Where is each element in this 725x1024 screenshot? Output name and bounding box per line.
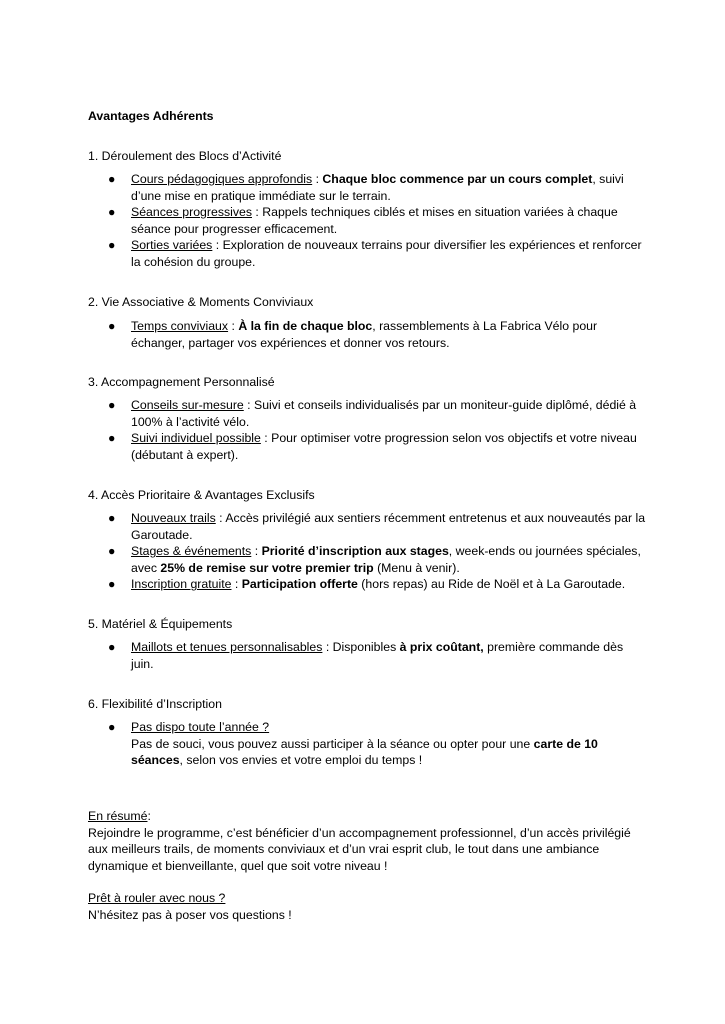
- summary-text: Rejoindre le programme, c’est bénéficier d’un accompagnement professionnel, d’un accès privilégié aux meilleurs trails, de moments conviviaux et d’un vrai esprit club, le tout dans une ambiance dynamique et bienveillante, quel que soit votre niveau !: [88, 825, 631, 873]
- item-text: , suivi d’une mise en pratique immédiate sur le terrain.: [131, 172, 624, 203]
- bullet-icon: ●: [108, 205, 116, 220]
- bullet-icon: ●: [108, 172, 116, 186]
- item-label: Temps conviviaux: [131, 319, 229, 333]
- item-text: , week-ends ou journées spéciales, avec: [131, 544, 641, 575]
- summary-block: En résumé: Rejoindre le programme, c’est bénéficier d’un accompagnement professionnel, d’un accès privilégié aux meilleurs trails, de moments conviviaux et d’un vrai esprit club, le tout dans une ambiance dynamique et bienveillante, quel que soit votre niveau ! Prêt à rouler avec nous ? N’hésitez pas à poser vos questions !: [88, 808, 648, 924]
- item-text: , rassemblements à La Fabrica Vélo pour échanger, partager vos expériences et donner vos retours.: [131, 319, 598, 350]
- section-4-list: [108, 510, 648, 593]
- item-label: Stages & événements: [131, 544, 252, 559]
- item-text: Pour optimiser votre progression selon vos objectifs et votre niveau (débutant à expert).: [131, 431, 637, 462]
- section-heading-4: 4. Accès Prioritaire & Avantages Exclusifs: [88, 488, 315, 502]
- item-label: Nouveaux trails: [131, 511, 216, 525]
- list-item: ● Nouveaux trails : Accès privilégié aux sentiers récemment entretenus et aux nouveautés par la Garoutade.: [108, 511, 646, 542]
- item-text-2: première commande dès juin.: [131, 640, 624, 671]
- item-label: Sorties variées: [131, 238, 213, 253]
- bullet-icon: ●: [108, 544, 116, 559]
- item-text: Pas de souci, vous pouvez aussi participer à la séance ou opter pour une: [131, 736, 534, 751]
- bullet-icon: ●: [108, 511, 116, 525]
- section-heading-1: 1. Déroulement des Blocs d’Activité: [88, 149, 282, 163]
- list-item: ● Sorties variées : Exploration de nouveaux terrains pour diversifier les expériences et renforcer la cohésion du groupe.: [108, 238, 642, 269]
- bullet-icon: ●: [108, 577, 116, 592]
- bullet-icon: ●: [108, 398, 116, 412]
- page-title: Avantages Adhérents: [88, 109, 214, 123]
- item-text: Disponibles: [332, 640, 400, 654]
- item-text-2: , selon vos envies et votre emploi du temps !: [179, 753, 423, 768]
- item-text-2: (Menu à venir).: [373, 560, 460, 575]
- section-6-list: [108, 719, 648, 769]
- item-label: Cours pédagogiques approfondis: [131, 172, 313, 186]
- item-text: Suivi et conseils individualisés par un moniteur-guide diplômé, dédié à 100% à l’activité vélo.: [131, 398, 637, 429]
- section-heading-6: 6. Flexibilité d’Inscription: [88, 697, 222, 711]
- cta-label: Prêt à rouler avec nous ?: [88, 891, 226, 906]
- bullet-icon: ●: [108, 431, 116, 446]
- section-5-list: [108, 639, 648, 672]
- section-heading-3: 3. Accompagnement Personnalisé: [88, 375, 275, 389]
- bullet-icon: ●: [108, 720, 116, 734]
- summary-label: En résumé: [88, 809, 148, 823]
- list-item: ● Inscription gratuite : Participation offerte (hors repas) au Ride de Noël et à La Garoutade.: [108, 577, 626, 592]
- list-item: ● Suivi individuel possible : Pour optimiser votre progression selon vos objectifs et votre niveau (débutant à expert).: [108, 431, 637, 462]
- item-label: Maillots et tenues personnalisables: [131, 640, 323, 654]
- bullet-icon: ●: [108, 238, 116, 253]
- list-item: ● Temps conviviaux : À la fin de chaque bloc, rassemblements à La Fabrica Vélo pour échanger, partager vos expériences et donner vos retours.: [108, 319, 598, 350]
- item-bold: À la fin de chaque bloc: [238, 319, 373, 333]
- list-item: ● Séances progressives : Rappels techniques ciblés et mises en situation variées à chaque séance pour progresser efficacement.: [108, 205, 618, 236]
- item-bold: Chaque bloc commence par un cours complet: [322, 172, 593, 186]
- item-label: Suivi individuel possible: [131, 431, 261, 446]
- item-label: Pas dispo toute l’année ?: [131, 720, 270, 734]
- item-bold: Priorité d’inscription aux stages: [261, 544, 449, 559]
- section-heading-5: 5. Matériel & Équipements: [88, 617, 233, 631]
- list-item: [108, 719, 648, 769]
- section-heading-2: 2. Vie Associative & Moments Conviviaux: [88, 295, 314, 309]
- item-label: Inscription gratuite: [131, 577, 232, 592]
- item-bold: carte de 10 séances: [131, 736, 598, 768]
- item-bold: Participation offerte: [241, 577, 358, 592]
- section-3-list: [108, 397, 648, 463]
- list-item: ● Maillots et tenues personnalisables : Disponibles à prix coûtant, première commande dès juin.: [108, 640, 624, 671]
- item-label: Séances progressives: [131, 205, 252, 220]
- list-item: ● Cours pédagogiques approfondis : Chaque bloc commence par un cours complet, suivi d’une mise en pratique immédiate sur le terrain.: [108, 172, 624, 203]
- item-text: Exploration de nouveaux terrains pour diversifier les expériences et renforcer la cohésion du groupe.: [131, 238, 642, 269]
- bullet-icon: ●: [108, 319, 116, 333]
- section-2-list: [108, 318, 648, 351]
- item-text: Rappels techniques ciblés et mises en situation variées à chaque séance pour progresser efficacement.: [131, 205, 618, 236]
- list-item: ● Stages & événements : Priorité d’inscription aux stages, week-ends ou journées spéciales, avec 25% de remise sur votre premier trip (Menu à venir).: [108, 544, 641, 575]
- item-text: Accès privilégié aux sentiers récemment entretenus et aux nouveautés par la Garoutade.: [131, 511, 646, 542]
- item-text: (hors repas) au Ride de Noël et à La Garoutade.: [357, 577, 626, 592]
- section-1-list: [108, 171, 648, 271]
- bullet-icon: ●: [108, 640, 116, 654]
- list-item: ● Conseils sur-mesure : Suivi et conseils individualisés par un moniteur-guide diplômé, dédié à 100% à l’activité vélo.: [108, 398, 637, 429]
- item-bold-2: 25% de remise sur votre premier trip: [160, 560, 374, 575]
- item-bold: à prix coûtant,: [399, 640, 484, 654]
- item-label: Conseils sur-mesure: [131, 398, 244, 412]
- cta-text: N’hésitez pas à poser vos questions !: [88, 907, 292, 922]
